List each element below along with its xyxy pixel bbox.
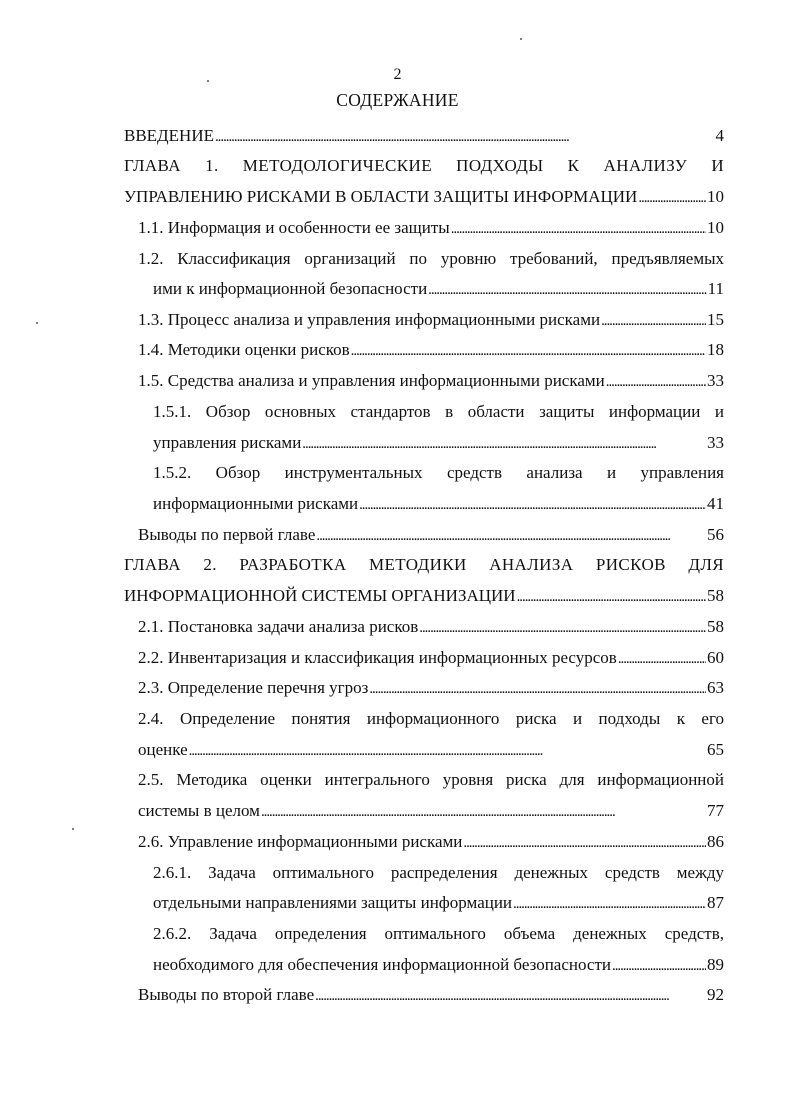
toc-entry-page: 87 xyxy=(707,893,724,912)
scan-speck xyxy=(520,38,522,40)
toc-entry[interactable] xyxy=(124,181,724,212)
toc-entry-page: 56 xyxy=(707,525,724,544)
toc-leader xyxy=(315,979,706,1012)
toc-entry-line1: ГЛАВА 1. МЕТОДОЛОГИЧЕСКИЕ ПОДХОДЫ К АНАЛИЗУ И xyxy=(124,156,724,175)
scan-speck xyxy=(72,828,74,830)
toc-entry-page: 60 xyxy=(707,648,724,667)
toc-entry-text: необходимого для обеспечения информационной безопасности xyxy=(153,955,611,974)
toc-leader xyxy=(638,181,706,214)
toc-entry-text: 1.4. Методики оценки рисков xyxy=(138,340,350,359)
toc-entry-line1: 2.4. Определение понятия информационного риска и подходы к его xyxy=(138,709,724,728)
toc-entry-line1: 1.2. Классификация организаций по уровню требований, предъявляемых xyxy=(138,249,724,268)
toc-entry-page: 77 xyxy=(707,801,724,820)
toc-leader xyxy=(606,365,706,398)
toc-entry-text: 2.1. Постановка задачи анализа рисков xyxy=(138,617,419,636)
toc-entry-page: 86 xyxy=(707,832,724,851)
toc-entry[interactable] xyxy=(153,457,724,488)
toc-entry-text: Выводы по первой главе xyxy=(138,525,316,544)
toc-entry-text: ими к информационной безопасности xyxy=(153,279,428,298)
toc-leader xyxy=(513,887,706,920)
toc-entry[interactable] xyxy=(153,887,724,918)
toc-entry[interactable] xyxy=(153,488,724,519)
toc-entry[interactable] xyxy=(153,427,724,458)
page-title: СОДЕРЖАНИЕ xyxy=(336,90,459,110)
toc-entry-text: информационными рисками xyxy=(153,494,359,513)
toc-leader xyxy=(463,826,706,859)
toc-entry-text: отдельными направлениями защиты информации xyxy=(153,893,513,912)
toc-leader xyxy=(618,642,706,675)
toc-leader xyxy=(189,734,706,767)
toc-entry[interactable] xyxy=(124,549,724,580)
toc-entry-page: 11 xyxy=(707,279,724,298)
page-number: 2 xyxy=(393,66,402,83)
toc-entry-text: 1.1. Информация и особенности ее защиты xyxy=(138,218,450,237)
toc-entry[interactable] xyxy=(153,918,724,949)
toc-entry-page: 33 xyxy=(707,371,724,390)
toc-entry-page: 89 xyxy=(707,955,724,974)
toc-entry-text: управления рисками xyxy=(153,433,302,452)
toc-entry[interactable] xyxy=(138,826,724,857)
toc-entry[interactable] xyxy=(138,304,724,335)
toc-entry-line1: 2.5. Методика оценки интегрального уровня риска для информационной xyxy=(138,770,724,789)
toc-entry[interactable] xyxy=(153,949,724,980)
toc-entry-line1: 2.6.2. Задача определения оптимального объема денежных средств, xyxy=(153,924,724,943)
toc-leader xyxy=(369,672,706,705)
toc-entry-text: 1.3. Процесс анализа и управления информационными рисками xyxy=(138,310,601,329)
toc-leader xyxy=(517,580,706,613)
toc-entry-page: 10 xyxy=(707,218,724,237)
toc-entry[interactable] xyxy=(138,734,724,765)
toc-leader xyxy=(601,304,706,337)
toc-entry-page: 92 xyxy=(707,985,724,1004)
toc-entry-text: УПРАВЛЕНИЮ РИСКАМИ В ОБЛАСТИ ЗАЩИТЫ ИНФОРМАЦИИ xyxy=(124,187,638,206)
toc-entry-page: 18 xyxy=(707,340,724,359)
toc-entry[interactable] xyxy=(124,580,724,611)
toc-entry-page: 15 xyxy=(707,310,724,329)
toc-entry[interactable] xyxy=(138,795,724,826)
toc-entry-line1: 1.5.2. Обзор инструментальных средств анализа и управления xyxy=(153,463,724,482)
toc-entry-text: ИНФОРМАЦИОННОЙ СИСТЕМЫ ОРГАНИЗАЦИИ xyxy=(124,586,516,605)
toc-leader xyxy=(612,949,706,982)
scan-speck xyxy=(36,322,38,324)
toc-leader xyxy=(351,334,706,367)
toc-leader xyxy=(451,212,706,245)
toc-entry-line1: 2.6.1. Задача оптимального распределения денежных средств между xyxy=(153,863,724,882)
toc-entry[interactable] xyxy=(124,150,724,181)
toc-leader xyxy=(419,611,706,644)
toc-entry-page: 4 xyxy=(715,126,724,145)
toc-entry-text: оценке xyxy=(138,740,188,759)
toc-entry-page: 58 xyxy=(707,617,724,636)
toc-entry[interactable] xyxy=(138,243,724,274)
toc-entry-text: Выводы по второй главе xyxy=(138,985,315,1004)
toc-entry[interactable] xyxy=(138,979,724,1010)
toc-entry-page: 65 xyxy=(707,740,724,759)
toc-entry[interactable] xyxy=(138,212,724,243)
toc-entry-page: 10 xyxy=(707,187,724,206)
toc-entry-text: системы в целом xyxy=(138,801,260,820)
toc-entry[interactable] xyxy=(138,764,724,795)
toc-leader xyxy=(302,427,706,460)
toc-entry[interactable] xyxy=(138,642,724,673)
toc-entry[interactable] xyxy=(153,273,724,304)
toc-entry[interactable] xyxy=(138,703,724,734)
toc-entry[interactable] xyxy=(138,519,724,550)
toc-entry-page: 41 xyxy=(707,494,724,513)
toc-entry[interactable] xyxy=(138,672,724,703)
toc-entry-page: 33 xyxy=(707,433,724,452)
toc-entry[interactable] xyxy=(153,857,724,888)
toc-entry-text: 2.3. Определение перечня угроз xyxy=(138,678,369,697)
toc-entry[interactable] xyxy=(138,611,724,642)
toc-entry-page: 58 xyxy=(707,586,724,605)
toc-entry[interactable] xyxy=(138,365,724,396)
toc-entry[interactable] xyxy=(124,120,724,151)
toc-entry-page: 63 xyxy=(707,678,724,697)
toc-entry-text: ВВЕДЕНИЕ xyxy=(124,126,214,145)
toc-entry[interactable] xyxy=(153,396,724,427)
toc-leader xyxy=(215,120,715,153)
toc-leader xyxy=(316,519,706,552)
toc-leader xyxy=(261,795,706,828)
toc-leader xyxy=(428,273,706,306)
toc-entry-text: 2.6. Управление информационными рисками xyxy=(138,832,463,851)
toc-entry-line1: 1.5.1. Обзор основных стандартов в области защиты информации и xyxy=(153,402,724,421)
toc-entry-text: 2.2. Инвентаризация и классификация информационных ресурсов xyxy=(138,648,617,667)
toc-entry-text: 1.5. Средства анализа и управления информационными рисками xyxy=(138,371,605,390)
toc-entry-line1: ГЛАВА 2. РАЗРАБОТКА МЕТОДИКИ АНАЛИЗА РИСКОВ ДЛЯ xyxy=(124,555,724,574)
toc-entry[interactable] xyxy=(138,334,724,365)
toc-leader xyxy=(359,488,706,521)
